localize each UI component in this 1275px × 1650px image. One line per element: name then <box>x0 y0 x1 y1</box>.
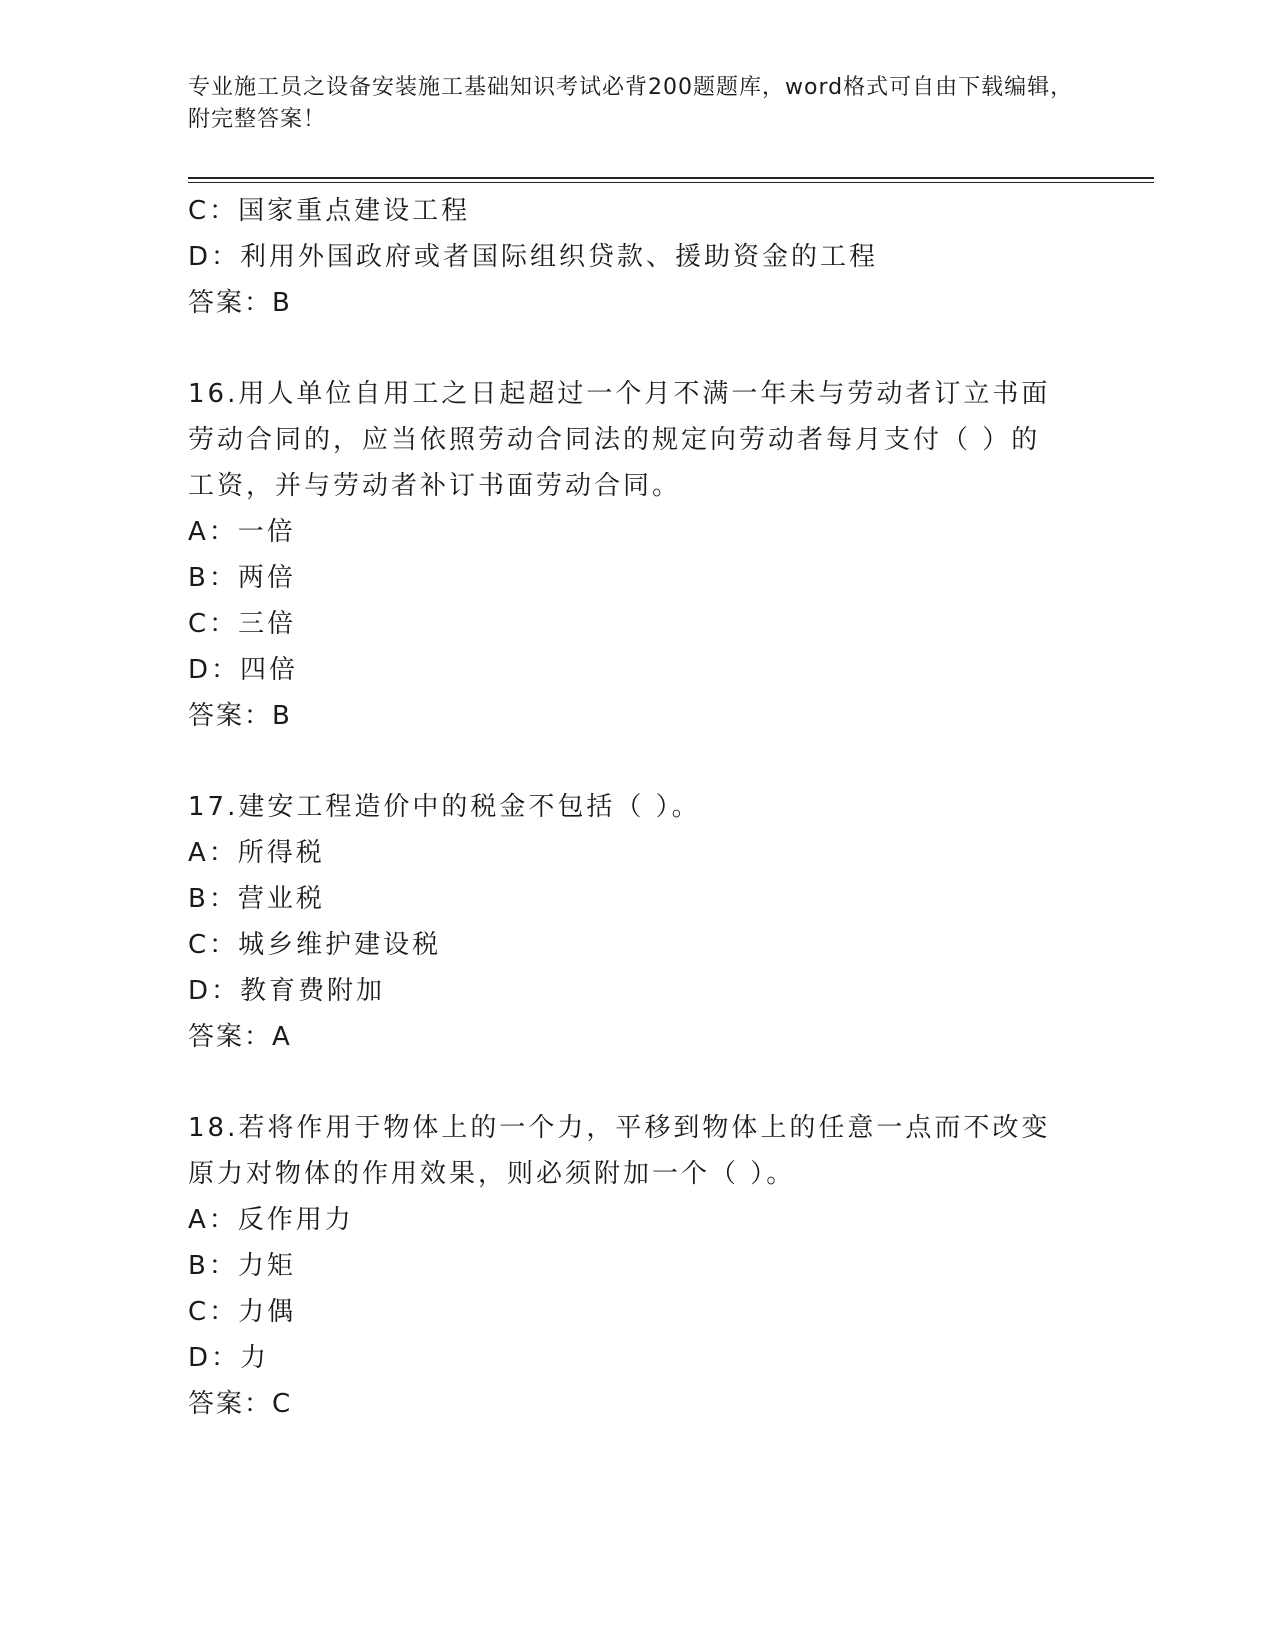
answer-line: 答案：B <box>188 701 292 731</box>
option-b: B：力矩 <box>188 1251 296 1281</box>
question-18 <box>188 1105 1088 1427</box>
option-d: D：教育费附加 <box>188 976 386 1006</box>
option-c: C：城乡维护建设税 <box>188 930 442 960</box>
page-header-title: 专业施工员之设备安装施工基础知识考试必背200题题库，word格式可自由下载编辑，附完整答案！ <box>188 75 1074 132</box>
option-b: B：营业税 <box>188 884 325 914</box>
option-a: A：反作用力 <box>188 1205 354 1235</box>
option-c: C：国家重点建设工程 <box>188 196 471 226</box>
prev-question-block <box>188 188 1088 326</box>
option-b: B：两倍 <box>188 563 296 593</box>
question-text: 17.建安工程造价中的税金不包括（ ）。 <box>188 792 701 822</box>
option-a: A：所得税 <box>188 838 325 868</box>
question-list <box>188 188 1088 1427</box>
option-a: A：一倍 <box>188 517 296 547</box>
question-text: 18.若将作用于物体上的一个力，平移到物体上的任意一点而不改变原力对物体的作用效果，则必须附加一个（ ）。 <box>188 1113 1051 1189</box>
answer-line: 答案：C <box>188 1389 293 1419</box>
answer-line: 答案：B <box>188 288 292 318</box>
option-d: D：利用外国政府或者国际组织贷款、援助资金的工程 <box>188 242 879 272</box>
question-16 <box>188 371 1088 739</box>
answer-line: 答案：A <box>188 1022 292 1052</box>
option-c: C：三倍 <box>188 609 297 639</box>
header-divider-thick <box>188 177 1154 179</box>
spacer <box>188 739 1088 784</box>
spacer <box>188 1060 1088 1105</box>
option-d: D：力 <box>188 1343 270 1373</box>
spacer <box>188 326 1088 371</box>
header-divider-thin <box>188 182 1154 183</box>
option-d: D：四倍 <box>188 655 299 685</box>
option-c: C：力偶 <box>188 1297 297 1327</box>
question-17 <box>188 784 1088 1060</box>
question-text: 16.用人单位自用工之日起超过一个月不满一年未与劳动者订立书面劳动合同的，应当依照劳动合同法的规定向劳动者每月支付（ ）的工资，并与劳动者补订书面劳动合同。 <box>188 379 1051 501</box>
